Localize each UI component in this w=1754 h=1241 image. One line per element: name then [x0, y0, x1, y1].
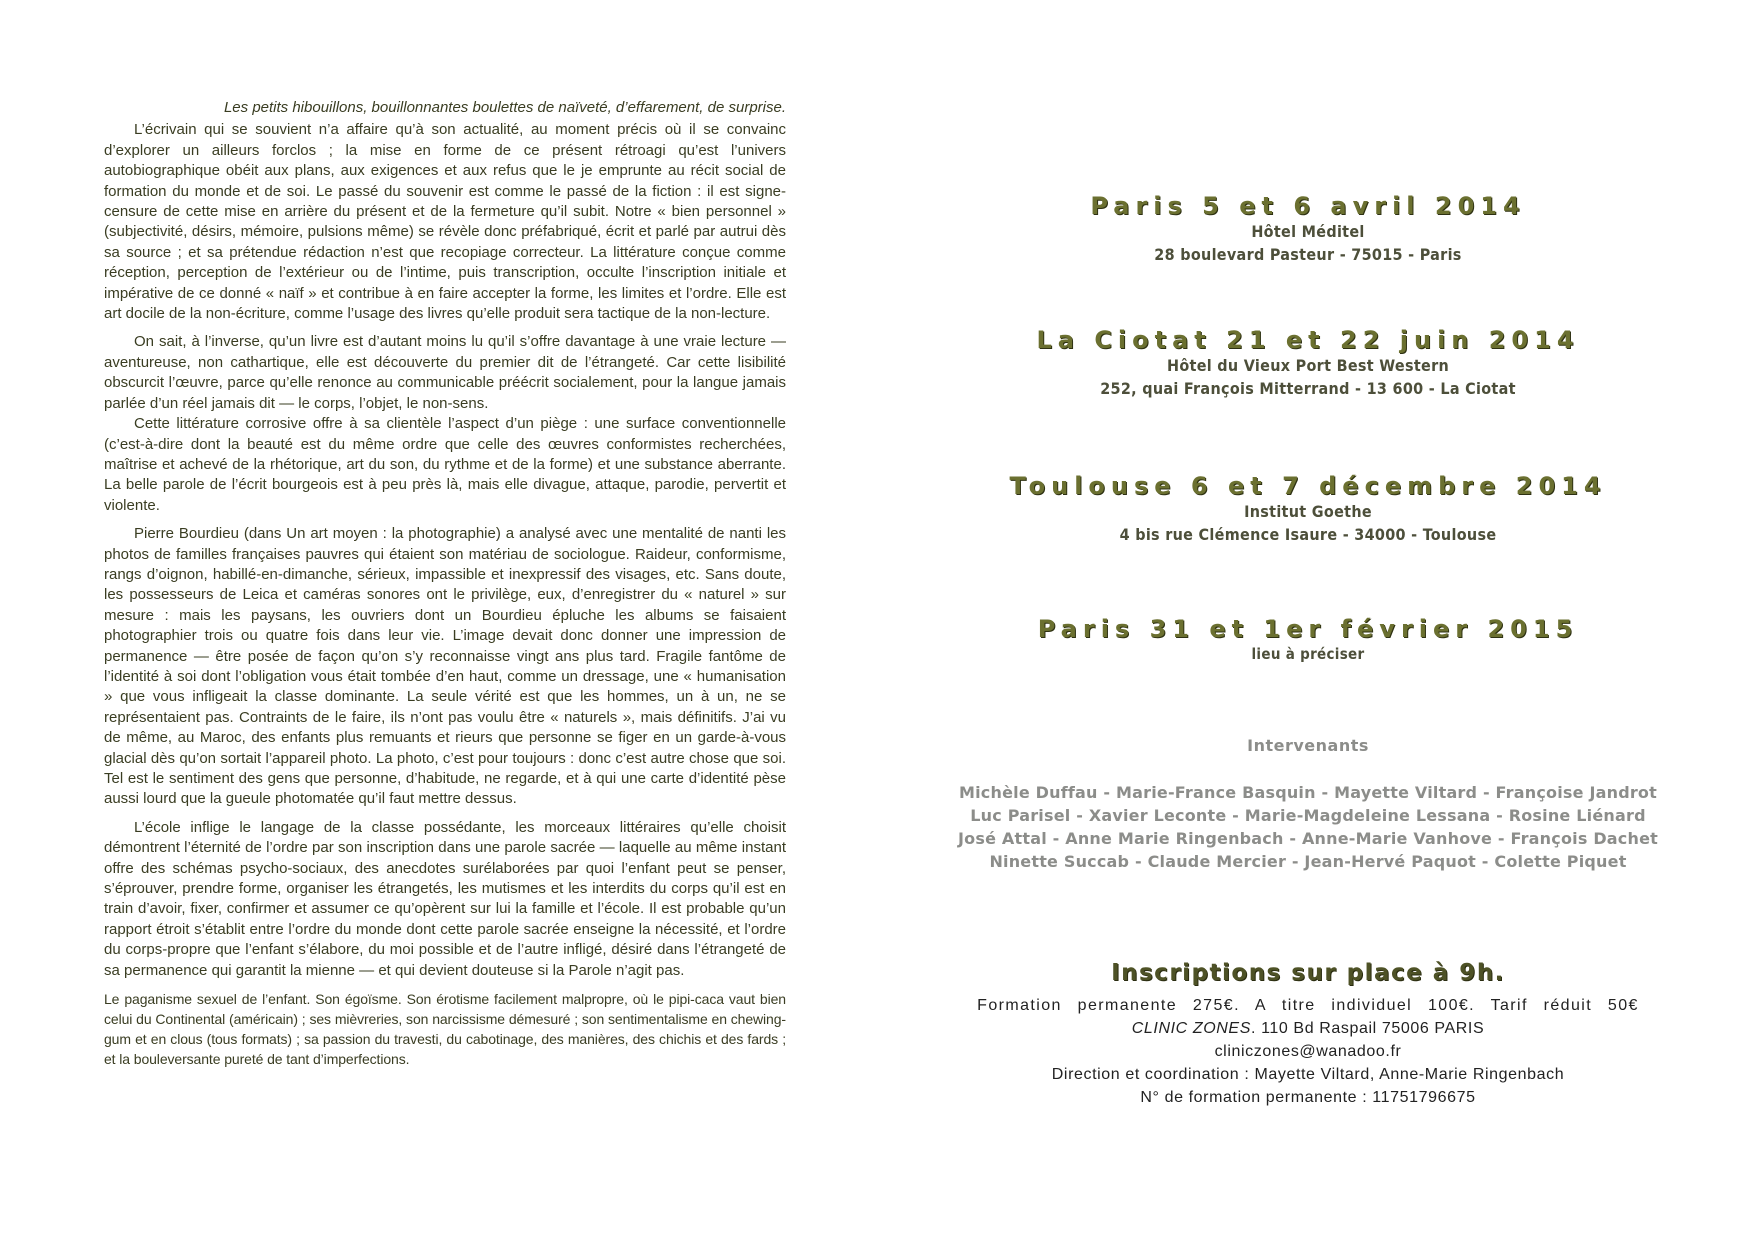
speakers-line: José Attal - Anne Marie Ringenbach - Anne-Marie Vanhove - François Dachet — [958, 829, 1658, 848]
event-title: Paris 5 et 6 avril 2014 — [1090, 192, 1526, 220]
event-address: 4 bis rue Clémence Isaure - 34000 - Toulouse — [1119, 525, 1497, 544]
essay-paragraph: Cette littérature corrosive offre à sa clientèle l’aspect d’un piège : une surface conventionnelle (c’est-à-dire dont la beauté est du même ordre que celle des œuvres conformistes recherchées, maîtrise et achevé de la rhétorique, art du son, du rythme et de la forme) et une substance aberrante. La belle parole de l’écrit bourgeois est à peu près là, mais elle divague, attaque, parodie, pervertit et violente. — [104, 415, 786, 514]
event-paris-2015 — [958, 615, 1658, 666]
registration-info — [958, 994, 1658, 1109]
event-paris-2014 — [958, 192, 1658, 266]
event-venue: Hôtel du Vieux Port Best Western — [1166, 356, 1450, 375]
event-address: 28 boulevard Pasteur - 75015 - Paris — [1154, 245, 1462, 264]
event-address: 252, quai François Mitterrand - 13 600 - La Ciotat — [1100, 379, 1516, 398]
essay-paragraph: L’école inflige le langage de la classe possédante, les morceaux littéraires qu’elle choisit démontrent l’éternité de l’ordre par son inscription dans une parole sacrée — laquelle au même instant offre des schémas psycho-sociaux, des anecdotes surélaborées par quoi l’enfant peut se penser, s’éprouver, prendre forme, organiser les étrangetés, les mutismes et les interdits du corps qu’il est en train d’avoir, fixer, confirmer et assumer ce qu’opèrent sur lui la famille et l’école. Il est probable qu’un rapport étroit s’établit entre l’ordre du monde dont cette parole sacrée enseigne la nécessité, et l’ordre du corps-propre que l’enfant s’élabore, du moi possible et de l’autre infligé, désiré dans l’étrangeté de sa permanence qui garantit la mienne — et qui devient douteuse si la Parole n’agit pas. — [104, 818, 786, 979]
speakers-line: Ninette Succab - Claude Mercier - Jean-Hervé Paquot - Colette Piquet — [989, 852, 1627, 871]
event-title: La Ciotat 21 et 22 juin 2014 — [1036, 326, 1580, 354]
epigraph: Les petits hibouillons, bouillonnantes boulettes de naïveté, d’effarement, de surprise. — [223, 99, 786, 116]
direction-line: Direction et coordination : Mayette Viltard, Anne-Marie Ringenbach — [1051, 1066, 1565, 1083]
organization-address: . 110 Bd Raspail 75006 PARIS — [1250, 1020, 1485, 1037]
event-title: Paris 31 et 1er février 2015 — [1037, 615, 1579, 643]
closing-paragraph: Le paganisme sexuel de l’enfant. Son égoïsme. Son érotisme facilement malpropre, où le pipi-caca vaut bien celui du Continental (américain) ; ses mièvreries, son narcissisme démesuré ; son sentimentalisme en chewing-gum et en clous (tous formats) ; sa passion du travesti, du cabotinage, des manières, des chichis et des fards ; et la bouleversante pureté de tant d’imperfections. — [104, 991, 786, 1068]
speakers-title: Intervenants — [1247, 736, 1369, 755]
event-venue: lieu à préciser — [1251, 645, 1365, 663]
essay-paragraph: Pierre Bourdieu (dans Un art moyen : la photographie) a analysé avec une mentalité de nanti les photos de familles françaises pauvres qui étaient son matériau de sociologue. Raideur, conformisme, rangs d’oignon, habillé-en-dimanche, sérieux, impassible et inexpressif des visages, etc. Sans doute, les possesseurs de Leica et caméras sonores ont le privilège, eux, d’enregistrer du « naturel » sur mesure : mais les paysans, les ouvriers dont un Bourdieu épluche les albums se faisaient photographier trois ou quatre fois dans leur vie. L’image devait donc donner une impression de permanence — être posée de façon qu’on s’y reconnaisse vingt ans plus tard. Fragile fantôme de l’identité à soi dont l’obligation vous était tombée d’en haut, comme un dressage, une « humanisation » que vous infligeait la classe dominante. La seule vérité est que les hommes, un à un, ne se représentaient pas. Contraints de le faire, ils n’ont pas voulu être « naturels », mais définitifs. J’ai vu de même, au Maroc, des enfants plus remuants et rieurs que personne se figer en un garde-à-vous glacial dès qu’on sortait l’appareil photo. La photo, c’est pour toujours : donc c’est autre chose que soi. Tel est le sentiment des gens que personne, d’habitude, ne regarde, et à qui une carte d’identité pèse aussi lourd que la gueule photomatée qu’il faut mettre dessus. — [104, 525, 786, 808]
registration-fees: Formation permanente 275€. A titre individuel 100€. Tarif réduit 50€ — [977, 997, 1639, 1014]
contact-email[interactable]: cliniczones@wanadoo.fr — [1214, 1043, 1402, 1060]
registration-title: Inscriptions sur place à 9h. — [1111, 960, 1505, 986]
organization-name: CLINIC ZONES — [1131, 1020, 1251, 1037]
essay-paragraph: L’écrivain qui se souvient n’a affaire qu’à son actualité, au moment précis où il se convainc d’explorer un ailleurs forclos ; la mise en forme de ce présent rétroagi qu’est l’univers autobiographique obéit aux plans, aux exigences et aux refus que le je emprunte au récit social de formation du monde et de soi. Le passé du souvenir est comme le passé de la fiction : il est signe-censure de cette mise en arrière du présent et de la fermeture qu’il subit. Notre « bien personnel » (subjectivité, désirs, mémoire, pulsions même) se révèle donc préfabriqué, écrit et parlé par autrui dès sa source ; et sa prétendue rédaction n’est que recopiage correcteur. La littérature conçue comme réception, perception de l’extérieur ou de l’intime, puis transcription, occulte l’inscription initiale et impérative de ce donné « naïf » et contribue à en faire accepter la forme, les limites et l’ordre. Elle est art docile de la non-écriture, comme l’usage des livres qu’elle produit sera tactique de la non-lecture. — [104, 121, 786, 323]
speakers-line: Luc Parisel - Xavier Leconte - Marie-Magdeleine Lessana - Rosine Liénard — [970, 806, 1646, 825]
event-title: Toulouse 6 et 7 décembre 2014 — [1009, 472, 1607, 500]
speakers-list — [958, 781, 1658, 873]
event-toulouse — [958, 472, 1658, 546]
speakers-line: Michèle Duffau - Marie-France Basquin - Mayette Viltard - Françoise Jandrot — [959, 783, 1657, 802]
essay-column — [104, 98, 786, 1069]
training-number: N° de formation permanente : 11751796675 — [1140, 1089, 1476, 1106]
essay-paragraph: On sait, à l’inverse, qu’un livre est d’autant moins lu qu’il s’offre davantage à une vraie lecture — aventureuse, non cathartique, elle est découverte du premier dit de l’étrangeté. Car cette lisibilité obscurcit l’œuvre, parce qu’elle renonce au communicable préécrit socialement, pour la langue jamais parlée d’un réel jamais dit — le corps, l’objet, le non-sens. — [104, 333, 786, 412]
organization-line — [958, 1017, 1658, 1040]
event-venue: Institut Goethe — [1244, 502, 1372, 521]
event-venue: Hôtel Méditel — [1251, 222, 1365, 241]
event-la-ciotat — [958, 326, 1658, 400]
